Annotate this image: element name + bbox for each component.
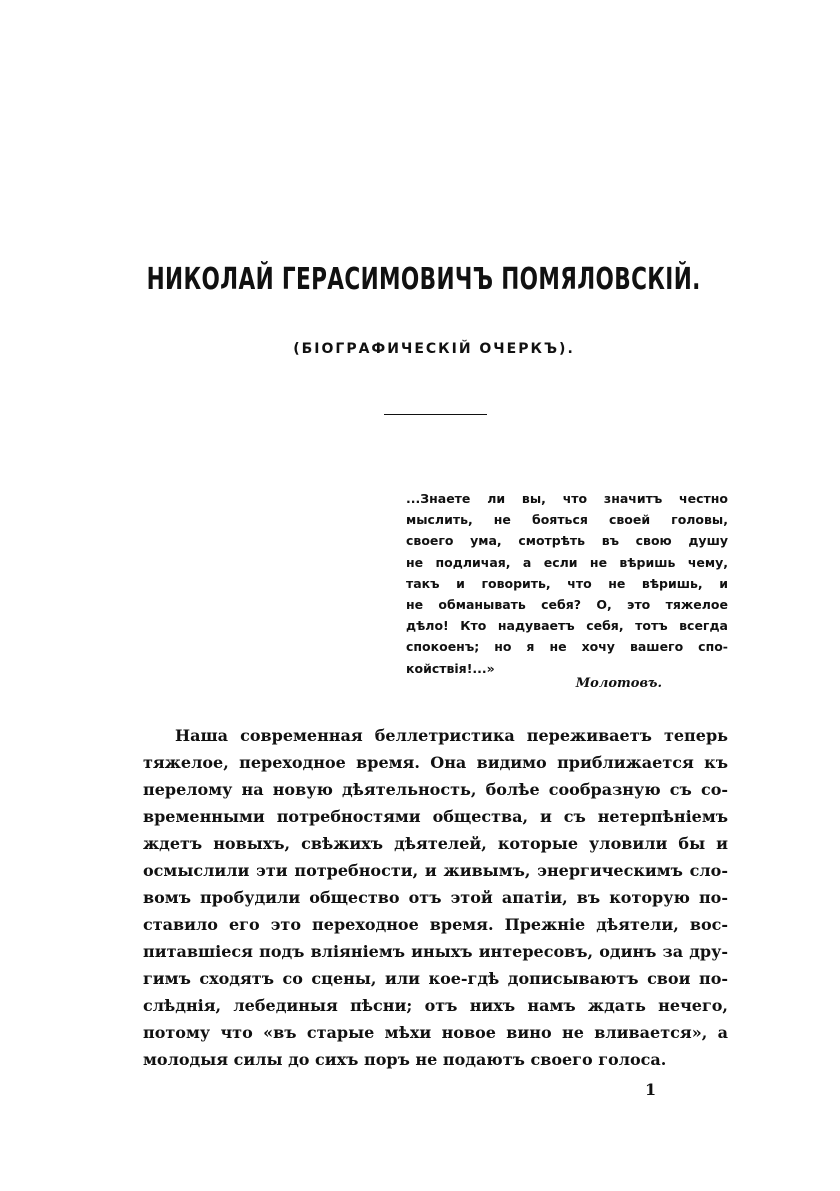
body-line: вомъ пробудили общество отъ этой апатіи, въ которую по- [143,888,728,907]
body-line: потому что «въ старые мѣхи новое вино не вливается», а [143,1023,728,1042]
epigraph-line: такъ и говорить, что не вѣришь, и [406,575,728,591]
epigraph [406,488,728,679]
epigraph-line: дѣло! Кто надуваетъ себя, тотъ всегда [406,618,728,634]
epigraph-line: ...Знаете ли вы, что значитъ честно [406,491,728,506]
body-line: ждетъ новыхъ, свѣжихъ дѣятелей, которые уловили бы и [143,834,728,853]
divider [384,414,487,415]
epigraph-line: мыслить, не бояться своей головы, [406,512,728,528]
page-number: 1 [645,1080,657,1099]
epigraph-attribution: Молотовъ. [575,676,662,691]
body-line: слѣднія, лебединыя пѣсни; отъ нихъ намъ ждать нечего, [143,996,728,1015]
body-line: молодыя силы до сихъ поръ не подаютъ своего голоса. [143,1050,667,1069]
epigraph-line: не подличая, а если не вѣришь чему, [406,554,728,570]
epigraph-line: своего ума, смотрѣть въ свою душу [406,533,728,549]
subtitle: (БІОГРАФИЧЕСКІЙ ОЧЕРКЪ). [293,341,575,357]
body-line: тяжелое, переходное время. Она видимо приближается къ [143,753,728,772]
body-line: Наша современная беллетристика переживаетъ теперь [175,726,728,745]
body-line: осмыслили эти потребности, и живымъ, энергическимъ сло- [143,861,728,880]
epigraph-line: койствія!...» [406,660,495,676]
epigraph-line: не обманывать себя? О, это тяжелое [406,596,728,612]
body-line: питавшіеся подъ вліяніемъ иныхъ интересовъ, одинъ за дру- [143,942,728,961]
body-line: временными потребностями общества, и съ нетерпѣніемъ [143,807,728,826]
body-paragraph [143,722,728,1073]
body-line: перелому на новую дѣятельность, болѣе сообразную съ со- [143,780,728,799]
epigraph-line: спокоенъ; но я не хочу вашего спо- [406,639,728,655]
body-line: гимъ сходятъ со сцены, или кое-гдѣ дописываютъ свои по- [143,969,728,988]
page-title: НИКОЛАЙ ГЕРАСИМОВИЧЪ ПОМЯЛОВСКІЙ. [146,262,701,297]
body-line: ставило его это переходное время. Прежніе дѣятели, вос- [143,915,728,934]
